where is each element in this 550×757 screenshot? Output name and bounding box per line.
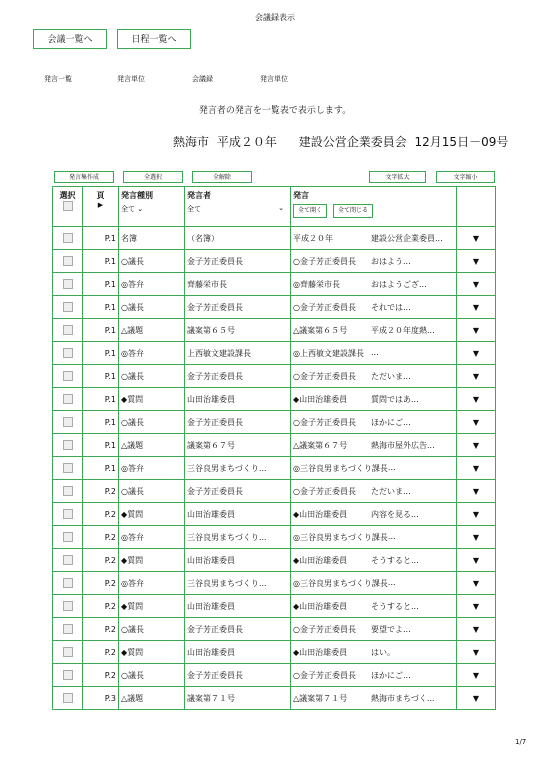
row-speaker: 山田治雄委員 — [185, 503, 291, 526]
row-speaker: （名簿） — [185, 227, 291, 250]
row-speech-type: ○議長 — [119, 664, 185, 687]
row-checkbox-cell — [53, 342, 83, 365]
preview-text: ... — [371, 347, 379, 357]
row-speech-preview[interactable] — [291, 687, 457, 710]
table-row — [53, 480, 496, 503]
row-speech-type: ○議長 — [119, 480, 185, 503]
expand-arrow-icon[interactable]: ▼ — [457, 618, 496, 641]
preview-text: そうすると... — [371, 601, 419, 611]
row-checkbox-cell — [53, 572, 83, 595]
preview-speaker: ○金子芳正委員長 — [293, 302, 356, 312]
row-speech-type: ◎答弁 — [119, 572, 185, 595]
row-checkbox[interactable] — [63, 302, 73, 312]
row-speaker: 三谷良男まちづくり... — [185, 526, 291, 549]
headline-committee: 建設公営企業委員会 — [298, 135, 407, 149]
row-checkbox[interactable] — [63, 394, 73, 404]
headline-year: 平成２０年 — [216, 135, 277, 149]
expand-arrow-icon[interactable]: ▼ — [457, 457, 496, 480]
row-checkbox[interactable] — [63, 532, 73, 542]
preview-speaker: △議案第７１号 — [293, 693, 348, 703]
speaker-filter-value: 全て — [187, 205, 201, 213]
row-checkbox[interactable] — [63, 693, 73, 703]
row-page: P.2 — [83, 572, 119, 595]
row-speech-type: ○議長 — [119, 618, 185, 641]
table-row — [53, 273, 496, 296]
row-checkbox-cell — [53, 319, 83, 342]
preview-text: ほかにご... — [371, 417, 411, 427]
preview-text: ただいま... — [371, 371, 411, 381]
select-all-button[interactable]: 全選択 — [123, 171, 183, 183]
row-speech-preview[interactable] — [291, 549, 457, 572]
meeting-headline — [173, 133, 508, 150]
select-column-header — [53, 187, 83, 227]
open-all-button[interactable]: 全て開く — [293, 204, 327, 218]
row-page: P.3 — [83, 687, 119, 710]
preview-text: ただいま... — [371, 486, 411, 496]
row-speaker: 議案第６５号 — [185, 319, 291, 342]
row-checkbox-cell — [53, 227, 83, 250]
preview-speaker: ○金子芳正委員長 — [293, 371, 356, 381]
row-checkbox[interactable] — [63, 555, 73, 565]
row-page: P.1 — [83, 342, 119, 365]
row-page: P.2 — [83, 641, 119, 664]
table-row — [53, 687, 496, 710]
row-checkbox[interactable] — [63, 624, 73, 634]
row-speaker: 山田治雄委員 — [185, 388, 291, 411]
preview-speaker: ◎三谷良男まちづくり課長 — [293, 532, 388, 542]
row-speech-preview[interactable] — [291, 319, 457, 342]
preview-speaker: ◎齊藤栄市長 — [293, 279, 340, 289]
speaker-filter-select[interactable]: 全て ⌄ — [187, 204, 284, 213]
row-speech-type: 名簿 — [119, 227, 185, 250]
row-speech-preview[interactable] — [291, 526, 457, 549]
row-speech-type: △議題 — [119, 319, 185, 342]
expand-arrow-icon[interactable]: ▼ — [457, 641, 496, 664]
type-filter-value: 全て — [121, 205, 135, 213]
row-checkbox-cell — [53, 388, 83, 411]
expand-arrow-icon[interactable]: ▼ — [457, 572, 496, 595]
schedule-list-button[interactable]: 日程一覧へ — [117, 29, 191, 49]
expand-arrow-icon[interactable]: ▼ — [457, 595, 496, 618]
headline-city: 熱海市 — [173, 135, 210, 149]
zoom-out-text-button[interactable]: 文字縮小 — [436, 171, 495, 183]
table-row — [53, 549, 496, 572]
row-speaker: 議案第７１号 — [185, 687, 291, 710]
expand-arrow-icon[interactable]: ▼ — [457, 273, 496, 296]
speech-table — [52, 186, 496, 710]
type-filter-select[interactable]: 全て ⌄ — [121, 205, 144, 213]
nav-link-speech-unit-2[interactable]: 発言単位 — [260, 75, 288, 83]
row-checkbox[interactable] — [63, 348, 73, 358]
row-page: P.1 — [83, 227, 119, 250]
row-page: P.1 — [83, 457, 119, 480]
row-speech-preview[interactable] — [291, 457, 457, 480]
preview-speaker: ◆山田治雄委員 — [293, 555, 348, 565]
expand-arrow-icon[interactable]: ▼ — [457, 687, 496, 710]
row-speech-preview[interactable] — [291, 273, 457, 296]
row-speech-preview[interactable] — [291, 595, 457, 618]
row-speaker: 山田治雄委員 — [185, 549, 291, 572]
expand-arrow-icon[interactable]: ▼ — [457, 319, 496, 342]
row-checkbox[interactable] — [63, 440, 73, 450]
row-speaker: 上西敏文建設課長 — [185, 342, 291, 365]
row-checkbox-cell — [53, 434, 83, 457]
row-speech-type: ◆質問 — [119, 595, 185, 618]
row-checkbox-cell — [53, 411, 83, 434]
table-row — [53, 457, 496, 480]
table-row — [53, 227, 496, 250]
row-speech-type: ◆質問 — [119, 388, 185, 411]
preview-text: 内容を見る... — [371, 509, 419, 519]
row-checkbox-cell — [53, 641, 83, 664]
speaker-header-label: 発言者 — [187, 191, 211, 200]
row-speech-preview[interactable] — [291, 342, 457, 365]
preview-speaker: ◎三谷良男まちづくり課長 — [293, 463, 388, 473]
preview-speaker: △議案第６５号 — [293, 325, 348, 335]
preview-speaker: △議案第６７号 — [293, 440, 348, 450]
row-checkbox[interactable] — [63, 601, 73, 611]
row-checkbox-cell — [53, 365, 83, 388]
preview-text: おはよう... — [371, 256, 411, 266]
table-row — [53, 365, 496, 388]
row-speech-type: △議題 — [119, 687, 185, 710]
row-speech-preview[interactable] — [291, 664, 457, 687]
table-row — [53, 319, 496, 342]
row-checkbox[interactable] — [63, 279, 73, 289]
row-page: P.1 — [83, 365, 119, 388]
row-page: P.2 — [83, 480, 119, 503]
row-speaker: 齊藤栄市長 — [185, 273, 291, 296]
type-column-header — [119, 187, 185, 227]
row-checkbox[interactable] — [63, 325, 73, 335]
row-speech-preview[interactable] — [291, 250, 457, 273]
row-checkbox[interactable] — [63, 670, 73, 680]
row-speech-type: ◎答弁 — [119, 457, 185, 480]
row-checkbox-cell — [53, 457, 83, 480]
row-checkbox[interactable] — [63, 509, 73, 519]
table-row — [53, 618, 496, 641]
preview-speaker: ◆山田治雄委員 — [293, 394, 348, 404]
row-speech-type: ◆質問 — [119, 549, 185, 572]
speech-header-label: 発言 — [293, 191, 309, 200]
row-speech-preview[interactable] — [291, 572, 457, 595]
row-checkbox-cell — [53, 526, 83, 549]
speaker-column-header — [185, 187, 291, 227]
nav-link-speech-list[interactable]: 発言一覧 — [44, 75, 72, 83]
table-row — [53, 388, 496, 411]
expand-arrow-icon[interactable]: ▼ — [457, 526, 496, 549]
table-row — [53, 411, 496, 434]
row-speaker: 山田治雄委員 — [185, 641, 291, 664]
row-checkbox[interactable] — [63, 578, 73, 588]
row-speaker: 金子芳正委員長 — [185, 480, 291, 503]
preview-text: それでは... — [371, 302, 411, 312]
preview-text: 平成２０年度熱... — [371, 325, 435, 335]
row-speech-type: ○議長 — [119, 365, 185, 388]
expand-arrow-icon[interactable]: ▼ — [457, 365, 496, 388]
row-speech-type: ◎答弁 — [119, 526, 185, 549]
page-column-header[interactable] — [83, 187, 119, 227]
deselect-all-button[interactable]: 全解除 — [192, 171, 252, 183]
table-row — [53, 572, 496, 595]
create-collection-button[interactable]: 発言集作成 — [54, 171, 114, 183]
row-speech-preview[interactable] — [291, 618, 457, 641]
row-speech-type: △議題 — [119, 434, 185, 457]
row-checkbox[interactable] — [63, 256, 73, 266]
preview-text: 熱海市まちづく... — [371, 693, 435, 703]
table-row — [53, 641, 496, 664]
preview-speaker: ○金子芳正委員長 — [293, 486, 356, 496]
preview-text: そうすると... — [371, 555, 419, 565]
preview-speaker: ◆山田治雄委員 — [293, 647, 348, 657]
row-speaker: 三谷良男まちづくり... — [185, 457, 291, 480]
preview-speaker: ◎三谷良男まちづくり課長 — [293, 578, 388, 588]
row-page: P.2 — [83, 549, 119, 572]
table-row — [53, 250, 496, 273]
speech-column-header — [291, 187, 457, 227]
row-speaker: 三谷良男まちづくり... — [185, 572, 291, 595]
row-page: P.2 — [83, 503, 119, 526]
preview-speaker: ◆山田治雄委員 — [293, 509, 348, 519]
meeting-list-button[interactable]: 会議一覧へ — [33, 29, 107, 49]
select-header-label: 選択 — [59, 191, 76, 200]
row-page: P.1 — [83, 434, 119, 457]
row-checkbox-cell — [53, 250, 83, 273]
row-speech-type: ○議長 — [119, 411, 185, 434]
preview-text: ... — [387, 531, 396, 541]
row-checkbox[interactable] — [63, 463, 73, 473]
expand-arrow-icon[interactable]: ▼ — [457, 227, 496, 250]
row-speech-preview[interactable] — [291, 388, 457, 411]
row-speech-preview[interactable] — [291, 480, 457, 503]
row-speech-type: ◆質問 — [119, 503, 185, 526]
table-header-row — [53, 187, 496, 227]
nav-link-minutes[interactable]: 会議録 — [192, 75, 213, 83]
row-speech-type: ○議長 — [119, 250, 185, 273]
table-row — [53, 595, 496, 618]
row-checkbox-cell — [53, 595, 83, 618]
row-speech-type: ○議長 — [119, 296, 185, 319]
preview-text: はい。 — [371, 647, 395, 657]
expand-arrow-icon[interactable]: ▼ — [457, 388, 496, 411]
preview-text: ほかにご... — [371, 670, 411, 680]
preview-speaker: 平成２０年 — [293, 233, 333, 243]
row-speaker: 金子芳正委員長 — [185, 296, 291, 319]
row-speech-preview[interactable] — [291, 296, 457, 319]
row-page: P.1 — [83, 250, 119, 273]
zoom-in-text-button[interactable]: 文字拡大 — [369, 171, 426, 183]
row-page: P.1 — [83, 388, 119, 411]
row-speaker: 金子芳正委員長 — [185, 250, 291, 273]
row-checkbox-cell — [53, 296, 83, 319]
preview-text: ... — [387, 577, 396, 587]
row-page: P.2 — [83, 595, 119, 618]
row-checkbox-cell — [53, 687, 83, 710]
row-speech-preview[interactable] — [291, 434, 457, 457]
table-row — [53, 296, 496, 319]
row-checkbox-cell — [53, 480, 83, 503]
expand-arrow-icon[interactable]: ▼ — [457, 411, 496, 434]
table-row — [53, 664, 496, 687]
preview-speaker: ◆山田治雄委員 — [293, 601, 348, 611]
preview-text: 建設公営企業委員... — [371, 233, 443, 243]
expand-arrow-icon[interactable]: ▼ — [457, 480, 496, 503]
table-row — [53, 434, 496, 457]
preview-speaker: ○金子芳正委員長 — [293, 256, 356, 266]
row-checkbox-cell — [53, 503, 83, 526]
select-all-checkbox[interactable] — [63, 201, 73, 211]
row-speaker: 金子芳正委員長 — [185, 365, 291, 388]
expand-arrow-icon[interactable]: ▼ — [457, 503, 496, 526]
page-description: 発言者の発言を一覧表で表示します。 — [198, 106, 352, 116]
row-page: P.1 — [83, 273, 119, 296]
expand-arrow-icon[interactable]: ▼ — [457, 342, 496, 365]
preview-text: おはようござ... — [371, 279, 427, 289]
expand-arrow-icon[interactable]: ▼ — [457, 434, 496, 457]
row-checkbox[interactable] — [63, 233, 73, 243]
nav-link-speech-unit[interactable]: 発言単位 — [117, 75, 145, 83]
row-page: P.2 — [83, 664, 119, 687]
expand-arrow-icon[interactable]: ▼ — [457, 549, 496, 572]
type-header-label: 発言種別 — [121, 191, 153, 200]
row-speaker: 議案第６７号 — [185, 434, 291, 457]
row-speech-type: ◎答弁 — [119, 273, 185, 296]
expand-arrow-icon[interactable]: ▼ — [457, 664, 496, 687]
row-speaker: 金子芳正委員長 — [185, 411, 291, 434]
page-indicator: 1/7 — [515, 738, 527, 746]
row-speech-preview[interactable] — [291, 365, 457, 388]
row-speaker: 金子芳正委員長 — [185, 664, 291, 687]
row-speech-preview[interactable] — [291, 641, 457, 664]
row-checkbox[interactable] — [63, 371, 73, 381]
preview-text: 熱海市屋外広告... — [371, 440, 435, 450]
close-all-button[interactable]: 全て閉じる — [333, 204, 373, 218]
table-row — [53, 526, 496, 549]
row-page: P.2 — [83, 618, 119, 641]
expand-column-header — [457, 187, 496, 227]
row-checkbox-cell — [53, 273, 83, 296]
headline-date: 12月15日－09号 — [414, 135, 509, 149]
row-speech-preview[interactable] — [291, 411, 457, 434]
preview-text: ... — [387, 462, 396, 472]
row-speaker: 金子芳正委員長 — [185, 618, 291, 641]
row-speech-preview[interactable] — [291, 227, 457, 250]
preview-speaker: ○金子芳正委員長 — [293, 670, 356, 680]
row-speech-preview[interactable] — [291, 503, 457, 526]
preview-speaker: ○金子芳正委員長 — [293, 417, 356, 427]
row-speaker: 山田治雄委員 — [185, 595, 291, 618]
row-speech-type: ◆質問 — [119, 641, 185, 664]
expand-arrow-icon[interactable]: ▼ — [457, 296, 496, 319]
row-page: P.2 — [83, 526, 119, 549]
row-checkbox-cell — [53, 664, 83, 687]
row-speech-type: ◎答弁 — [119, 342, 185, 365]
row-checkbox-cell — [53, 618, 83, 641]
row-page: P.1 — [83, 411, 119, 434]
preview-speaker: ○金子芳正委員長 — [293, 624, 356, 634]
page-header-label: 頁 — [96, 191, 105, 200]
preview-text: 質問ではあ... — [371, 394, 419, 404]
row-checkbox[interactable] — [63, 417, 73, 427]
preview-text: 要望でよ... — [371, 624, 411, 634]
row-checkbox[interactable] — [63, 647, 73, 657]
row-checkbox-cell — [53, 549, 83, 572]
row-checkbox[interactable] — [63, 486, 73, 496]
table-row — [53, 503, 496, 526]
table-row — [53, 342, 496, 365]
row-page: P.1 — [83, 296, 119, 319]
document-title: 会議録表示 — [255, 13, 295, 22]
preview-speaker: ◎上西敏文建設課長 — [293, 348, 364, 358]
sort-arrow-icon[interactable]: ▶ — [97, 201, 104, 209]
expand-arrow-icon[interactable]: ▼ — [457, 250, 496, 273]
row-page: P.1 — [83, 319, 119, 342]
